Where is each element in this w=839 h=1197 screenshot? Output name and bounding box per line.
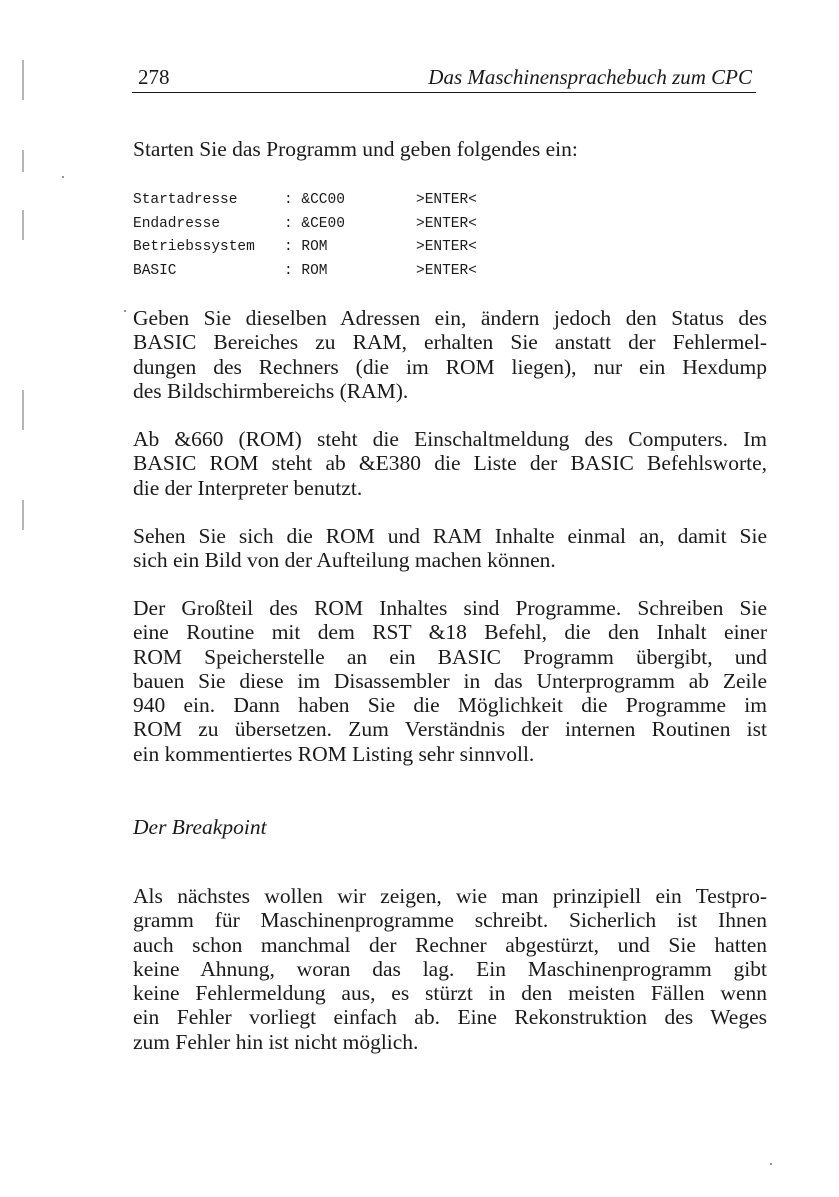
listing-key: >ENTER< [416,215,477,232]
paragraph-line: Geben Sie dieselben Adressen ein, ändern jedoch den Status des [133,306,767,330]
paragraph-rom-addresses [133,427,767,500]
paragraph-ram-status [133,306,767,403]
paragraph-line: Der Großteil des ROM Inhaltes sind Programme. Schreiben Sie [133,596,767,620]
listing-row [133,260,477,284]
intro-sentence: Starten Sie das Programm und geben folgendes ein: [133,137,578,161]
paragraph-line: ein kommentiertes ROM Listing sehr sinnvoll. [133,741,535,766]
listing-value: : &CE00 [284,215,345,232]
listing-key: >ENTER< [416,239,477,255]
paragraph-line: sich ein Bild von der Aufteilung machen können. [133,548,556,573]
running-title: Das Maschinensprachebuch zum CPC [428,65,752,89]
listing-value: : ROM [284,239,328,255]
paragraph-line: keine Fehlermeldung aus, es stürzt in den meisten Fällen wenn [133,981,767,1006]
listing-key: >ENTER< [416,262,477,279]
listing-label: BASIC [133,262,177,279]
paragraph-inspect-memory [133,524,767,573]
paragraph-line: gramm für Maschinenprogramme schreibt. Sicherlich ist Ihnen [133,908,767,933]
paragraph-line: bauen Sie diese im Disassembler in das Unterprogramm ab Zeile [133,668,767,693]
paragraph-line: zum Fehler hin ist nicht möglich. [133,1029,419,1054]
paragraph-line: auch schon manchmal der Rechner abgestürzt, und Sie hatten [133,932,767,957]
listing-label: Betriebssystem [133,239,255,255]
listing-label: Startadresse [133,192,238,208]
page-header [132,62,756,93]
listing-row [133,236,477,260]
section-heading: Der Breakpoint [133,815,267,839]
page-number: 278 [138,65,170,89]
listing-row [133,213,477,237]
scan-margin-marks [22,60,25,540]
paragraph-rom-programs [133,596,767,766]
paragraph-line: Als nächstes wollen wir zeigen, wie man prinzipiell ein Testpro- [133,884,767,908]
scan-speck [124,310,126,312]
paragraph-line: ein Fehler vorliegt einfach ab. Eine Rekonstruktion des Weges [133,1005,767,1030]
paragraph-line: keine Ahnung, woran das lag. Ein Maschinenprogramm gibt [133,956,767,981]
scan-speck [770,1163,772,1165]
paragraph-line: eine Routine mit dem RST &18 Befehl, die den Inhalt einer [133,620,767,645]
input-listing [133,189,477,283]
listing-label: Endadresse [133,215,221,232]
paragraph-line: BASIC ROM steht ab &E380 die Liste der BASIC Befehlsworte, [133,451,767,476]
paragraph-breakpoint-intro [133,884,767,1054]
listing-value: : ROM [284,262,328,279]
listing-row [133,189,477,213]
listing-key: >ENTER< [416,192,477,208]
paragraph-line: Sehen Sie sich die ROM und RAM Inhalte einmal an, damit Sie [133,524,767,548]
paragraph-line: BASIC Bereiches zu RAM, erhalten Sie anstatt der Fehlermel- [133,330,767,355]
paragraph-line: des Bildschirmbereichs (RAM). [133,378,409,403]
paragraph-line: Ab &660 (ROM) steht die Einschaltmeldung des Computers. Im [133,427,767,451]
listing-value: : &CC00 [284,192,345,208]
paragraph-line: die der Interpreter benutzt. [133,475,363,500]
paragraph-line: ROM Speicherstelle an ein BASIC Programm übergibt, und [133,644,767,669]
paragraph-line: dungen des Rechners (die im ROM liegen), nur ein Hexdump [133,354,767,379]
scan-speck [62,176,64,178]
paragraph-line: 940 ein. Dann haben Sie die Möglichkeit die Programme im [133,693,767,718]
paragraph-line: ROM zu übersetzen. Zum Verständnis der internen Routinen ist [133,717,767,742]
